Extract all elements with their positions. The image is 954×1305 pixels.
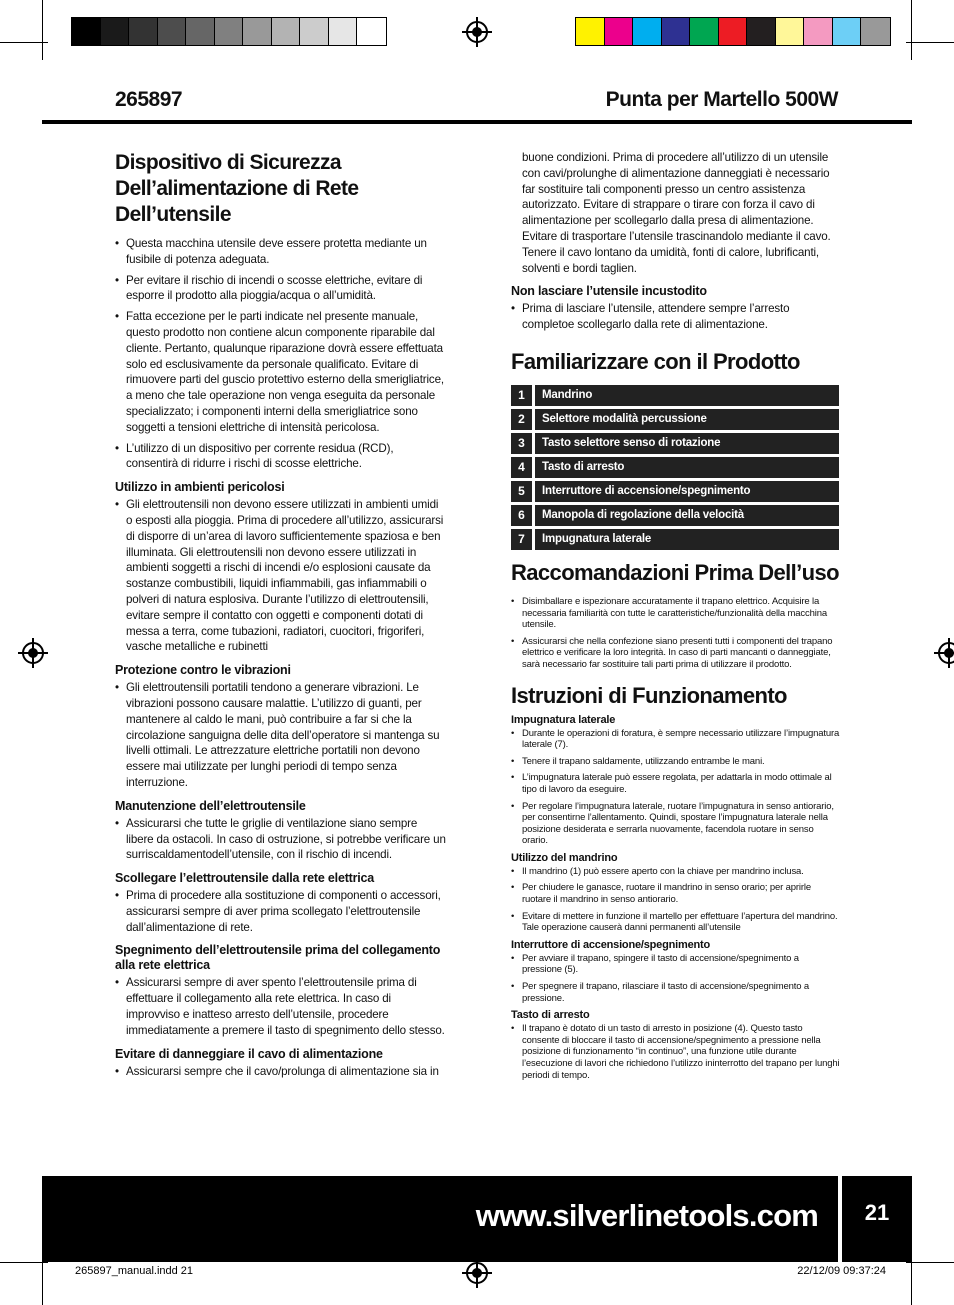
part-number: 3 [511,433,532,454]
part-label: Tasto selettore senso di rotazione [535,433,839,454]
color-swatch [662,18,691,45]
color-swatch [861,18,890,45]
process-color-bar [575,17,891,46]
table-row [511,505,839,526]
list-item: • Per avviare il trapano, spingere il tasto di accensione/spegnimento a pressione (5). [511,953,841,976]
subsection-list [511,728,841,847]
list-item: • Assicurarsi sempre che il cavo/prolunga di alimentazione sia in [115,1064,447,1080]
color-swatch [215,18,244,45]
part-number: 4 [511,457,532,478]
subsection-title: Scollegare l’elettroutensile dalla rete elettrica [115,871,375,886]
color-swatch [690,18,719,45]
safety-subsections [115,480,447,1079]
list-item: • Gli elettroutensili portatili tendono a generare vibrazioni. Le vibrazioni possono causare malattie. L’utilizzo di guanti, per mantenere al caldo le mani, può contribuire a far si che la circolazione sanguigna delle dita dell’operatore si mantenga su livelli ottimali. Le attrezzature elettriche portatili non devono essere mai utilizzate per lunghi periodi di tempo senza interruzione. [115,680,447,791]
subsection-list [511,1023,841,1081]
part-number: 1 [511,385,532,406]
color-swatch [776,18,805,45]
list-item: • Prima di lasciare l’utensile, attendere sempre l’arresto completoe scollegarlo dalla rete di alimentazione. [511,301,841,333]
page-title: Punta per Martello 500W [605,88,838,111]
list-item: • Questa macchina utensile deve essere protetta mediante un fusibile di potenza adeguata. [115,236,447,268]
color-swatch [804,18,833,45]
right-column [511,150,841,1086]
part-label: Mandrino [535,385,839,406]
color-swatch [747,18,776,45]
subsection-title: Evitare di danneggiare il cavo di alimentazione [115,1046,383,1061]
table-row [511,529,839,550]
subsection-title: Spegnimento dell’elettroutensile prima del collegamento alla rete elettrica [115,943,441,973]
color-swatch [243,18,272,45]
color-swatch [719,18,748,45]
list-item: • Per chiudere le ganasce, ruotare il mandrino in senso orario; per aprirle ruotare il mandrino in senso antiorario. [511,882,841,905]
color-swatch [357,18,386,45]
subsection-title: Impugnatura laterale [511,713,616,726]
color-swatch [101,18,130,45]
table-row [511,433,839,454]
part-label: Manopola di regolazione della velocità [535,505,839,526]
subsection-list [511,953,841,1004]
subsection-list [115,680,447,791]
grayscale-color-bar [71,17,387,46]
crop-mark [0,1262,48,1263]
list-item: • Prima di procedere alla sostituzione di componenti o accessori, assicurarsi sempre di aver prima scollegato l’elettroutensile dall’alimentazione di rete. [115,888,447,935]
list-item: • Evitare di mettere in funzione il martello per effettuare l’apertura del mandrino. Tale operazione causerà danni permanenti all’utensile [511,911,841,934]
header-divider [42,120,912,124]
list-item: • Disimballare e ispezionare accuratamente il trapano elettrico. Acquisire la necessaria familiarità con tutte le caratteristiche/funzionalità della macchina utensile. [511,596,841,631]
color-swatch [272,18,301,45]
crop-mark [42,0,43,60]
subsection-title: Interruttore di accensione/spegnimento [511,938,710,951]
color-swatch [72,18,101,45]
section-heading-instructions: Istruzioni di Funzionamento [511,682,787,708]
section-heading-recommendations: Raccomandazioni Prima Dell’uso [511,559,839,585]
list-item: • Assicurarsi che nella confezione siano presenti tutti i componenti del trapano elettrico e verificare la loro integrità. In caso di parti mancanti o danneggiate, sarà necessario far sostituire tali parti prima di utilizzare il prodotto. [511,636,841,671]
list-item: • Il mandrino (1) può essere aperto con la chiave per mandrino inclusa. [511,866,841,878]
color-swatch [576,18,605,45]
file-slug: 265897_manual.indd 21 [75,1265,194,1277]
list-item: • Durante le operazioni di foratura, è sempre necessario utilizzare l’impugnatura laterale (7). [511,728,841,751]
left-column [115,150,447,1084]
crop-mark [911,0,912,60]
website-link[interactable]: www.silverlinetools.com [475,1198,818,1233]
list-item: • Tenere il trapano saldamente, utilizzando entrambe le mani. [511,756,841,768]
safety-bullet-list [115,236,447,472]
color-swatch [158,18,187,45]
color-swatch [329,18,358,45]
table-row [511,409,839,430]
list-item: • Assicurarsi sempre di aver spento l’elettroutensile prima di effettuare il collegamento alla rete elettrica. In caso di improvviso e inatteso arresto dell’utensile, procedere immediatamente a premere il tasto di spegnimento dello stesso. [115,975,447,1038]
section-heading-safety: Dispositivo di Sicurezza Dell’alimentazione di Rete Dell’utensile [115,151,359,226]
registration-mark-icon [22,642,44,664]
part-number: 2 [511,409,532,430]
subsection-title: Utilizzo in ambienti pericolosi [115,480,285,495]
part-number: 5 [511,481,532,502]
footer-bar [42,1176,838,1262]
model-number: 265897 [115,88,183,111]
part-label: Tasto di arresto [535,457,839,478]
part-label: Selettore modalità percussione [535,409,839,430]
subsection-list [115,816,447,863]
recommendations-list [511,596,841,671]
color-swatch [605,18,634,45]
subsection-list [115,975,447,1038]
subsection-list [115,1064,447,1080]
file-timestamp: 22/12/09 09:37:24 [797,1265,886,1277]
table-row [511,457,839,478]
list-item: • Gli elettroutensili non devono essere utilizzati in ambienti umidi o esposti alla pioggia. Prima di procedere all’utilizzo, assicurarsi di disporre di un’area di lavoro sufficientemente spaziosa e ben illuminata. Gli elettroutensili non devono essere utilizzati in ambienti soggetti a rischi di incendi e/o esplosioni causate da sostanze combustibili, liquidi infiammabili, gas infiammabili o polveri di natura esplosiva. Durante l’utilizzo di elettroutensili, evitare sempre il contatto con oggetti e componenti dotati di messa a terra, come tubazioni, radiatori, cuocitori, frigoriferi, vasche metalliche e rubinetti [115,497,447,655]
unattended-list [511,301,841,333]
subsection-title: Utilizzo del mandrino [511,851,618,864]
subsection-list [115,888,447,935]
list-item: • L’impugnatura laterale può essere regolata, per adattarla in modo ottimale al tipo di lavoro da eseguire. [511,772,841,795]
part-number: 6 [511,505,532,526]
list-item: • Per evitare il rischio di incendi o scosse elettriche, evitare di esporre il prodotto alla pioggia/acqua o all’umidità. [115,273,447,305]
page-number: 21 [842,1176,912,1262]
crop-mark [906,1262,954,1263]
crop-mark [0,42,48,43]
color-swatch [633,18,662,45]
part-number: 7 [511,529,532,550]
color-swatch [833,18,862,45]
table-row [511,385,839,406]
subsection-title: Tasto di arresto [511,1009,590,1022]
registration-mark-icon [466,21,488,43]
subsection-title: Protezione contro le vibrazioni [115,663,291,678]
crop-mark [906,42,954,43]
color-swatch [129,18,158,45]
list-item: • Il trapano è dotato di un tasto di arresto in posizione (4). Questo tasto consente di bloccare il tasto di accensione/spegnimento a pressione nella posizione di funzionamento “in continuo”, una funzione utile durante l’esecuzione di lavori che richiedono l’utilizzo ininterrotto del trapano per lunghi periodi di tempo. [511,1023,841,1081]
part-label: Impugnatura laterale [535,529,839,550]
subheading-unattended: Non lasciare l’utensile incustodito [511,284,707,299]
subsection-list [115,497,447,655]
section-heading-familiarize: Familiarizzare con il Prodotto [511,348,800,374]
instruction-sections [511,714,841,1082]
color-swatch [186,18,215,45]
registration-mark-icon [466,1262,488,1284]
table-row [511,481,839,502]
subsection-title: Manutenzione dell’elettroutensile [115,798,306,813]
registration-mark-icon [938,642,954,664]
list-item: • L’utilizzo di un dispositivo per corrente residua (RCD), consentirà di ridurre i rischi di scosse elettriche. [115,441,447,473]
list-item: • Per spegnere il trapano, rilasciare il tasto di accensione/spegnimento a pressione. [511,981,841,1004]
list-item: • Assicurarsi che tutte le griglie di ventilazione siano sempre libere da ostacoli. In caso di ostruzione, si potrebbe verificare un surriscaldamentodell’utensile, con il rischio di incendi. [115,816,447,863]
list-item: • Fatta eccezione per le parti indicate nel presente manuale, questo prodotto non contiene alcun componente riparabile dal cliente. Pertanto, qualunque riparazione dovrà essere effettuata solo ed esclusivamente da personale qualificato. Evitare di rimuovere parti del guscio protettivo esterno della smerigliatrice, a meno che tale operazione non venga eseguita da personale specializzato; i componenti interni della smerigliatrice sono soggetti a tensioni elettriche di intensità pericolosa. [115,309,447,435]
list-item: • Per regolare l’impugnatura laterale, ruotare l’impugnatura in senso antiorario, per consentirne l’allentamento. Quindi, spostare l’impugnatura laterale nella posizione desiderata e serrarla nuovamente, facendola ruotare in senso orario. [511,801,841,847]
subsection-list [511,866,841,934]
part-label: Interruttore di accensione/spegnimento [535,481,839,502]
color-swatch [300,18,329,45]
continued-paragraph: buone condizioni. Prima di procedere all’utilizzo di un utensile con cavi/prolunghe di alimentazione danneggiati è necessario far sostituire tali componenti presso un centro assistenza autorizzato. Evitare di strappare o tirare con forza il cavo di alimentazione per scollegarlo dalla presa di alimentazione. Evitare di trasportare l’utensile trascinandolo mediante il cavo. Tenere il cavo lontano da umidità, fonti di calore, lubrificanti, solventi e bordi taglien. [522,151,831,275]
parts-table [511,385,839,550]
